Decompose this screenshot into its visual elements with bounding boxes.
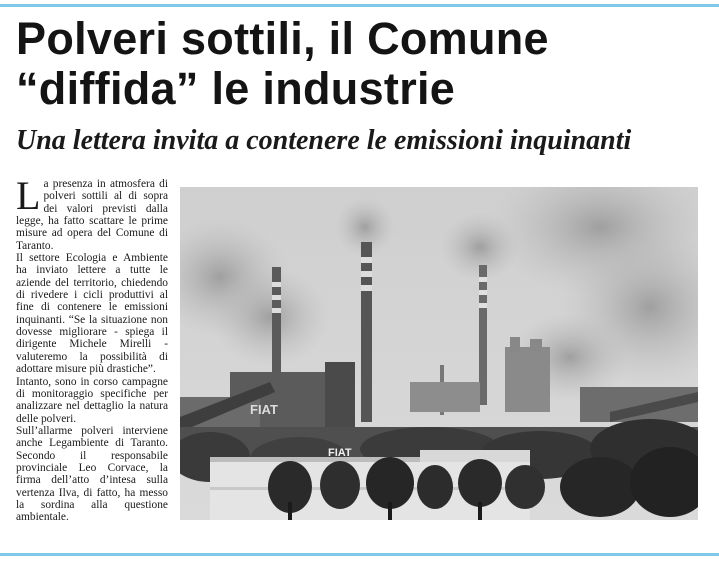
subheadline: Una lettera invita a contenere le emissioni inquinanti [16, 125, 632, 156]
drop-cap: L [16, 173, 41, 218]
headline-line-1: Polveri sottili, il Comune [16, 13, 549, 64]
paragraph-4: Sull’allarme polveri interviene anche Legambiente di Taranto. Secondo il responsabile provinciale Leo Corvace, la firma dell’atto d’intesa sulla vertenza Ilva, di fatto, ha messo la sordina alla questione ambientale. [16, 424, 168, 524]
headline [16, 14, 706, 114]
paragraph-1 [16, 173, 168, 252]
industrial-plant-photo [180, 187, 698, 520]
fiat-sign-top: FIAT [250, 402, 278, 417]
photo-illustration [180, 187, 698, 520]
headline-line-2: “diffida” le industrie [16, 63, 456, 114]
fiat-sign-bottom: FIAT [328, 447, 352, 459]
top-rule [0, 4, 719, 7]
bottom-rule [0, 553, 719, 556]
article-body [16, 173, 168, 524]
paragraph-1-text: a presenza in atmosfera di polveri sottili al di sopra dei valori previsti dalla legge, ha fatto scattare le prime misure ad opera del Comune di Taranto. [16, 178, 168, 252]
paragraph-3: Intanto, sono in corso campagne di monitoraggio specifiche per analizzare nel dettaglio la natura delle polveri. [16, 375, 168, 425]
paragraph-2: Il settore Ecologia e Ambiente ha inviato lettere a tutte le aziende del territorio, chiedendo di rivedere i cicli produttivi al fine di contenere le emissioni inquinanti. “Se la situazione non dovesse migliorare - spiega il dirigente Michele Mirelli - valuteremo la possibilità di adottare misure più drastiche”. [16, 252, 168, 376]
